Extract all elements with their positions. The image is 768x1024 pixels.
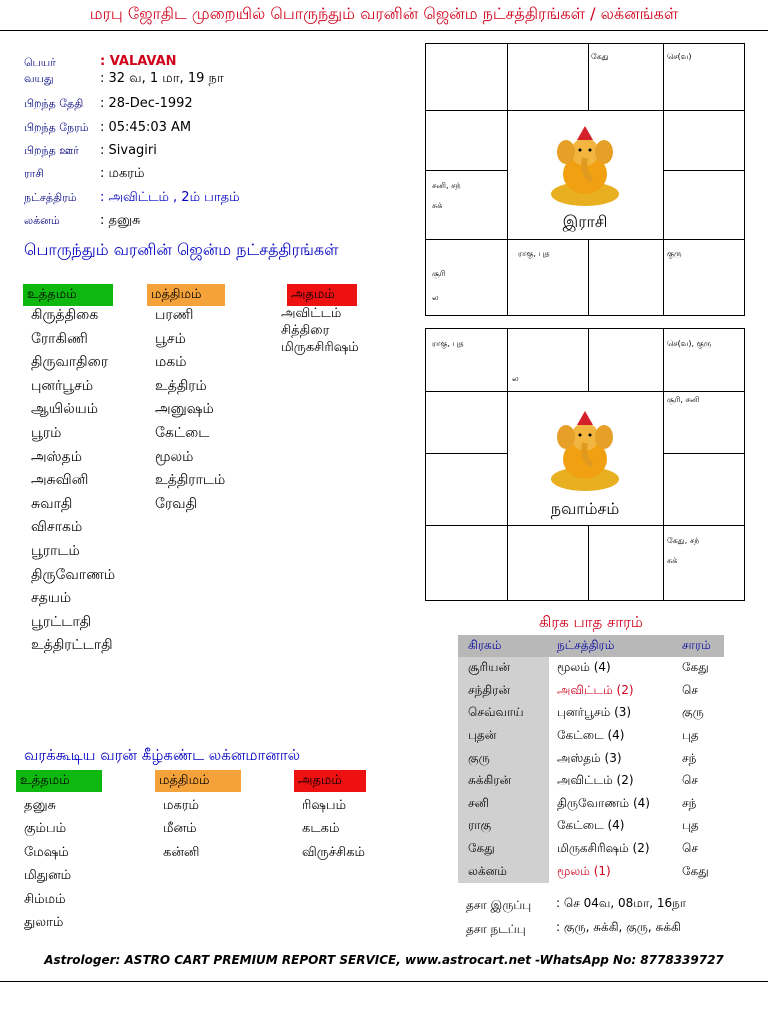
dasa-label: தசா நடப்பு (466, 922, 526, 936)
page-title: மரபு ஜோதிட முறையில் பொருந்தும் வரனின் ஜென்ம நட்சத்திரங்கள் / லக்னங்கள் (89, 4, 679, 23)
mathimam-label: மத்திமம் (147, 284, 225, 306)
lagna-item: கும்பம் (24, 821, 67, 837)
profile-value: : VALAVAN (100, 54, 177, 69)
lagna-item: விருச்சிகம் (302, 844, 365, 860)
graha-star: மூலம் (1) (557, 863, 611, 878)
navamsa-cell-2: ல (512, 374, 519, 383)
star-item: பூராடம் (31, 542, 80, 559)
lagna-item: சிம்மம் (24, 891, 66, 907)
rasi-cell-4: செ(வ) (667, 52, 692, 61)
graha-name: கேது (458, 838, 549, 861)
profile-label: நட்சத்திரம் (24, 191, 77, 204)
graha-table-container (458, 635, 724, 883)
star-item: உத்திரட்டாதி (31, 637, 113, 654)
graha-row (458, 702, 724, 725)
graha-lord: செ (682, 841, 698, 856)
graha-star: அவிட்டம் (2) (557, 773, 634, 788)
lagna-item: மீனம் (163, 821, 197, 837)
star-item: அசுவினி (31, 472, 89, 489)
lagna-item: மேஷம் (24, 844, 69, 860)
graha-name: புதன் (458, 725, 549, 748)
rasi-cell-3: கேது (591, 52, 609, 61)
star-item: மிருகசிரிஷம் (281, 340, 359, 355)
graha-lord: செ (682, 773, 698, 788)
star-item: உத்திரம் (155, 377, 207, 394)
profile-value: : மகரம் (100, 166, 145, 181)
rasi-cell-11 (432, 262, 445, 310)
graha-lord: செ (682, 682, 698, 697)
star-item: மகம் (155, 354, 187, 371)
profile-value: : 28-Dec-1992 (100, 96, 193, 111)
star-item: கிருத்திகை (31, 307, 99, 323)
graha-name: ராகு (458, 815, 549, 838)
profile-value: : Sivagiri (100, 143, 157, 158)
profile-label: ராசி (24, 167, 45, 180)
graha-name: லக்னம் (458, 860, 549, 883)
rasi-title: இராசி (562, 212, 608, 231)
navamsa-cell-5: சூரி, சனி (667, 395, 700, 404)
rasi-cell-8: குரு (667, 249, 682, 258)
lagna-item: தனுசு (24, 798, 57, 813)
graha-lord: கேது (682, 660, 709, 675)
graha-star: கேட்டை (4) (557, 728, 625, 743)
star-item: ரோகிணி (31, 330, 88, 347)
graha-row (458, 838, 724, 861)
dasa-value: : செ 04வ, 08மா, 16நா (556, 896, 687, 910)
lagna-uthamam-list (24, 794, 134, 934)
lagna-item: மகரம் (163, 798, 199, 813)
graha-name: சந்திரன் (458, 680, 549, 703)
graha-lord: குரு (682, 705, 704, 720)
star-item: அவிட்டம் (281, 306, 342, 321)
graha-header: கிரகம் (458, 635, 549, 657)
rasi-cell-10: ராகு, புத (518, 249, 550, 258)
graha-star: திருவோணம் (4) (557, 795, 650, 810)
chart-cell-line: சூரி (432, 269, 446, 278)
graha-row (458, 860, 724, 883)
star-item: திருவோணம் (31, 566, 116, 583)
mathimam-star-list (155, 304, 265, 516)
navamsa-title: நவாம்சம் (550, 499, 620, 518)
rasi-chart (425, 43, 745, 316)
profile-label: வயது (24, 72, 54, 85)
rasi-cell-12 (432, 176, 461, 216)
dasa-value: : குரு, சுக்கி, குரு, சுக்கி (556, 920, 681, 934)
graha-name: செவ்வாய் (458, 702, 549, 725)
star-item: சித்திரை (281, 323, 330, 338)
title-divider (0, 30, 768, 31)
graha-lord: புத (682, 728, 699, 743)
lagna-item: மிதுனம் (24, 868, 72, 884)
navamsa-cell-7 (667, 531, 699, 571)
athamam-star-list (281, 305, 391, 356)
star-item: அனுஷம் (155, 401, 214, 418)
graha-row (458, 657, 724, 680)
graha-star: புனர்பூசம் (3) (557, 705, 632, 720)
footer-divider (0, 981, 768, 982)
star-item: ஆயில்யம் (31, 401, 98, 418)
lagna-athamam-label: அதமம் (294, 770, 366, 792)
graha-header: நட்சத்திரம் (549, 635, 672, 657)
lagna-mathimam-list (163, 794, 273, 864)
athamam-label: அதமம் (287, 284, 357, 306)
graha-row (458, 770, 724, 793)
lagna-mathimam-label: மத்திமம் (155, 770, 241, 792)
profile-label: பெயர் (24, 56, 56, 69)
graha-star: மூலம் (4) (557, 660, 611, 675)
profile-label: பிறந்த நேரம் (24, 121, 89, 134)
profile-label: லக்னம் (24, 214, 60, 227)
graha-header: சாரம் (672, 635, 724, 657)
ganesha-icon (544, 122, 626, 208)
lagna-athamam-list (302, 794, 412, 864)
graha-name: குரு (458, 747, 549, 770)
star-item: சுவாதி (31, 495, 73, 512)
chart-cell-line: சுக் (667, 556, 678, 565)
chart-cell-line: ல (432, 293, 439, 302)
profile-value: : 32 வ, 1 மா, 19 நா (100, 71, 224, 86)
graha-star: அஸ்தம் (3) (557, 750, 622, 765)
profile-label: பிறந்த ஊர் (24, 144, 79, 157)
chart-cell-line: சுக் (432, 201, 443, 210)
graha-row (458, 725, 724, 748)
graha-star: மிருகசிரிஷம் (2) (557, 841, 650, 856)
star-item: பூசம் (155, 330, 186, 347)
graha-lord: சந் (682, 795, 697, 810)
profile-value: : தனுசு (100, 213, 141, 228)
footer-text: Astrologer: ASTRO CART PREMIUM REPORT SERVICE, www.astrocart.net -WhatsApp No: 8778339727 (44, 953, 724, 967)
graha-row (458, 815, 724, 838)
lagna-uthamam-label: உத்தமம் (16, 770, 102, 792)
star-item: ரேவதி (155, 495, 198, 512)
graha-name: சுக்கிரன் (458, 770, 549, 793)
graha-row (458, 793, 724, 816)
graha-name: சூரியன் (458, 657, 549, 680)
star-item: சதயம் (31, 590, 72, 607)
lagna-heading: வரக்கூடிய வரன் கீழ்கண்ட லக்னமானால் (24, 746, 301, 764)
ganesha-icon (544, 407, 626, 493)
profile-label: பிறந்த தேதி (24, 97, 84, 110)
chart-cell-line: கேது, சந் (667, 536, 700, 545)
graha-lord: புத (682, 818, 699, 833)
star-item: பூரட்டாதி (31, 613, 92, 630)
graha-title: கிரக பாத சாரம் (539, 613, 643, 631)
star-item: கேட்டை (155, 424, 210, 441)
stars-heading: பொருந்தும் வரனின் ஜென்ம நட்சத்திரங்கள் (24, 240, 339, 259)
uthamam-star-list (31, 304, 141, 658)
graha-star: அவிட்டம் (2) (557, 682, 634, 697)
graha-name: சனி (458, 793, 549, 816)
uthamam-label: உத்தமம் (23, 284, 113, 306)
star-item: மூலம் (155, 448, 194, 465)
graha-row (458, 747, 724, 770)
dasa-label: தசா இருப்பு (466, 898, 532, 912)
chart-cell-line: சனி, சந் (432, 181, 461, 190)
star-item: விசாகம் (31, 519, 83, 536)
graha-lord: சந் (682, 750, 697, 765)
star-item: உத்திராடம் (155, 472, 226, 489)
profile-value: : 05:45:03 AM (100, 120, 192, 135)
star-item: பரணி (155, 307, 194, 323)
lagna-item: கன்னி (163, 844, 200, 860)
graha-table (458, 635, 724, 883)
lagna-item: கடகம் (302, 821, 340, 837)
lagna-item: ரிஷபம் (302, 798, 347, 813)
graha-row (458, 680, 724, 703)
graha-lord: கேது (682, 863, 709, 878)
navamsa-cell-4: செ(வ), குரு (667, 339, 712, 348)
navamsa-cell-1: ராகு, புத (432, 339, 464, 348)
navamsa-chart (425, 328, 745, 601)
star-item: பூரம் (31, 424, 62, 441)
graha-star: கேட்டை (4) (557, 818, 625, 833)
profile-value: : அவிட்டம் , 2ம் பாதம் (100, 190, 240, 205)
star-item: திருவாதிரை (31, 354, 109, 371)
lagna-item: துலாம் (24, 914, 64, 930)
star-item: அஸ்தம் (31, 448, 82, 465)
star-item: புனர்பூசம் (31, 377, 94, 394)
